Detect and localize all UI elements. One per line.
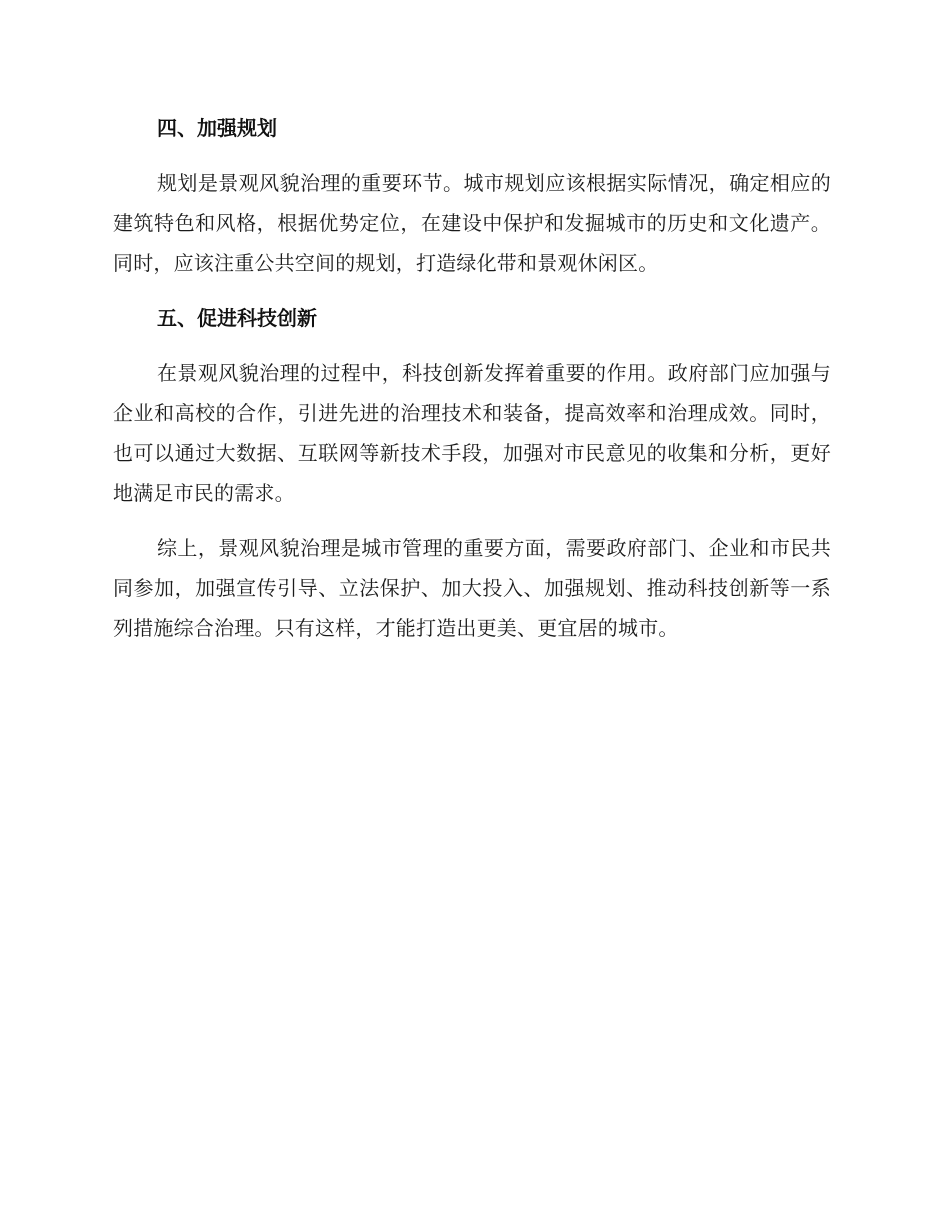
- section-heading-tech-innovation: 五、促进科技创新: [157, 306, 317, 330]
- paragraph-planning: 规划是景观风貌治理的重要环节。城市规划应该根据实际情况，确定相应的建筑特色和风格，根据优势定位，在建设中保护和发掘城市的历史和文化遗产。同时，应该注重公共空间的规划，打造绿化带和景观休闲区。: [113, 171, 831, 275]
- spacer: [113, 513, 831, 528]
- spacer: [113, 148, 831, 163]
- paragraph-tech-innovation: 在景观风貌治理的过程中，科技创新发挥着重要的作用。政府部门应加强与企业和高校的合作，引进先进的治理技术和装备，提高效率和治理成效。同时，也可以通过大数据、互联网等新技术手段，加强对市民意见的收集和分析，更好地满足市民的需求。: [113, 361, 831, 505]
- spacer: [113, 338, 831, 353]
- section-heading-planning: 四、加强规划: [157, 116, 277, 140]
- document-page: [113, 108, 831, 648]
- paragraph-conclusion: 综上，景观风貌治理是城市管理的重要方面，需要政府部门、企业和市民共同参加，加强宣传引导、立法保护、加大投入、加强规划、推动科技创新等一系列措施综合治理。只有这样，才能打造出更美、更宜居的城市。: [113, 536, 831, 640]
- spacer: [113, 283, 831, 298]
